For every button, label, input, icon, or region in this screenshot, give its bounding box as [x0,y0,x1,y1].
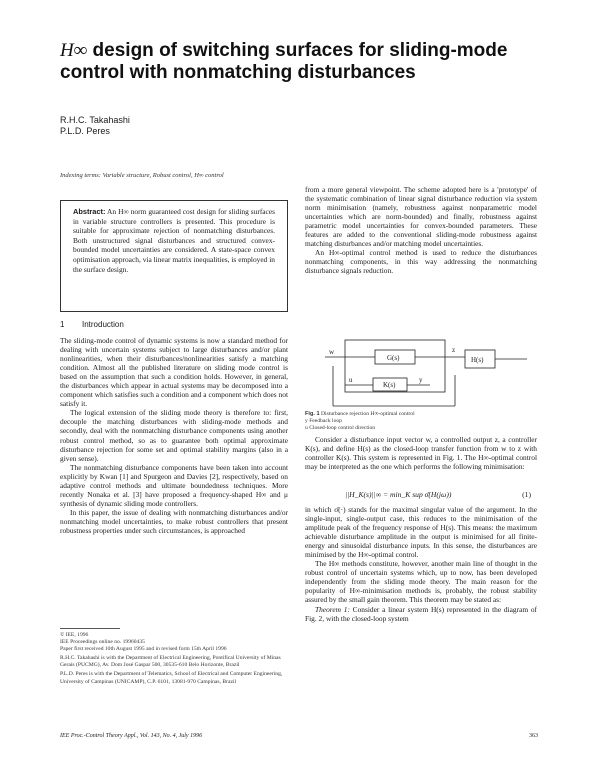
block-g-label: G(s) [387,354,400,362]
page-footer [60,733,538,739]
body-paragraph: Consider a disturbance input vector w, a controlled output z, a controller K(s), and define H(s) as the closed-loop transfer function from w to z with controller K(s). This system is represented in Fig. 1. The H∞-optimal control may be interpreted as the one which performs the following minimisation: [305,435,537,472]
abstract-text: An H∞ norm guaranteed cost design for sliding surfaces in variable structure controllers is presented. This procedure is suitable for approximate rejection of nonmatching disturbances. Both unstructured signal disturbances and structured convex-bounded model uncertainties are considered. A state-space convex optimisation approach, via linear matrix inequalities, is employed in the surface design. [73,207,275,274]
equation-text: ||H_K(s)||∞ = min_K sup σ̄(H(jω)) [345,490,452,499]
footnote-paper-id: IEE Proceedings online no. 19960435 [60,639,145,646]
body-paragraph: An H∞-optimal control method is used to reduce the disturbances nonmatching components, in this way addressing the nonmatching disturbance signals reduction. [305,248,537,276]
left-column-body [60,336,288,535]
indexing-terms: Indexing terms: Variable structure, Robust control, H∞ control [60,172,224,179]
abstract-box [60,200,288,312]
signal-w-label: w [329,348,335,356]
block-diagram-figure [305,330,537,420]
block-h-label: H(s) [471,356,484,364]
figure-caption-line: y Feedback loop [305,418,342,424]
theorem-label: Theorem 1: [315,604,350,614]
signal-u-label: u [349,376,353,384]
footnote-affiliation: P.L.D. Peres is with the Department of Telematics, School of Electrical and Computer Engineering, University of Campinas (UNICAMP), C.P. 6101, 13081-970 Campinas, Brazil [60,671,283,685]
theorem-text: Consider a linear system H(s) represented in the diagram of Fig. 2, with the closed-loop system [305,604,537,623]
footnote-received: Paper first received 10th August 1995 and in revised form 15th April 1996 [60,646,227,653]
body-paragraph: In this paper, the issue of dealing with nonmatching disturbances and/or nonmatching model uncertainties, to make robust controllers that present robustness properties under such circumstances, is approached [60,507,288,535]
journal-citation: IEE Proc.-Control Theory Appl., Vol. 143, No. 4, July 1996 [60,733,203,739]
author-name: R.H.C. Takahashi [60,115,130,125]
page-number: 363 [529,733,538,739]
section-heading [60,320,124,329]
right-column-mid [305,435,537,471]
figure-caption-label: Fig. 1 [305,411,320,417]
section-title: Introduction [82,320,124,329]
footnote-rule [60,628,120,629]
equation-number: (1) [522,490,531,499]
block-k-label: K(s) [383,381,396,389]
abstract-label: Abstract: [73,207,106,216]
body-paragraph: The logical extension of the sliding mode theory is therefore to: first, decouple the matching disturbances with sliding-mode methods and secondly, deal with the nonmatching disturbance components using another robust control method, so as to guarantee both optimal approximate disturbance rejection for some set and optimal stability margins (also in a given sense). [60,408,288,463]
body-paragraph: The sliding-mode control of dynamic systems is now a standard method for dealing with uncertain systems subject to large disturbances and/or plant nonlinearities, when their disturbances/nonlinearities satisfy a matching condition. Almost all the published literature on sliding mode control is based on the assumption that such a condition holds. However, in general, the disturbances which appear in actual systems may be decomposed into a component which satisfies such a condition and a component which does not satisfy it. [60,336,288,409]
author-list [60,115,130,137]
figure-caption-line: u Closed-loop control direction [305,425,376,431]
author-name: P.L.D. Peres [60,126,110,136]
body-paragraph: The nonmatching disturbance components have been taken into account explicitly by Kwan [1] and Spurgeon and Davies [2], respectively, based on adaptive control methods and ultimate boundedness techniques. More recently Nonaka et al. [3] have proposed a frequency-shaped H∞ and μ synthesis of dynamic sliding mode controllers. [60,462,288,508]
signal-y-label: y [419,376,423,384]
figure-caption [305,411,537,432]
footnotes [60,632,288,686]
section-number: 1 [60,320,65,329]
footnote-affiliation: R.H.C. Takahashi is with the Department of Electrical Engineering, Pontifical University of Minas Gerais (PUCMG), Av. Dom José Gaspar 500, 30535-610 Belo Horizonte, Brazil [60,655,281,669]
paper-title [60,40,540,84]
title-hinf-symbol: H∞ [60,40,88,61]
body-paragraph: in which σ̄(·) stands for the maximal singular value of the argument. In the single-input, single-output case, this reduces to the minimisation of the amplitude peak of the frequency response of H(s). This means: the maximum achievable disturbance amplitude in the output is minimised for all finite-energy and sinusoidal disturbance inputs. In this sense, the disturbances are minimised by the H∞-optimal control. [305,505,537,560]
footnote-copyright: © IEE, 1996 [60,632,89,638]
equation-1 [305,490,537,499]
figure-caption-text: Disturbance rejection H∞-optimal control [319,411,415,417]
right-column-top [305,185,537,275]
body-paragraph: from a more general viewpoint. The scheme adopted here is a 'prototype' of the systematic combination of linear signal disturbance reduction via system norm minimisation (namely, robustness against nonparametric model uncertainties which are norm-bounded) and finally, robustness against parametric model uncertainties for convex-bounded parameters. These features are added to the conventional sliding-mode robustness against matching disturbances and/or matching model uncertainties. [305,185,537,249]
signal-z-label: z [452,346,456,354]
title-text: design of switching surfaces for sliding-mode control with nonmatching disturbances [60,40,508,83]
theorem-paragraph [305,605,537,623]
right-column-bottom [305,505,537,623]
body-paragraph: The H∞ methods constitute, however, another main line of thought in the robust control of uncertain systems which, up to now, has been developed independently from the sliding mode theory. The main reason for the popularity of H∞-minimisation methods is, probably, the robust stability assured by the small gain theorem. This theorem may be stated as: [305,559,537,605]
